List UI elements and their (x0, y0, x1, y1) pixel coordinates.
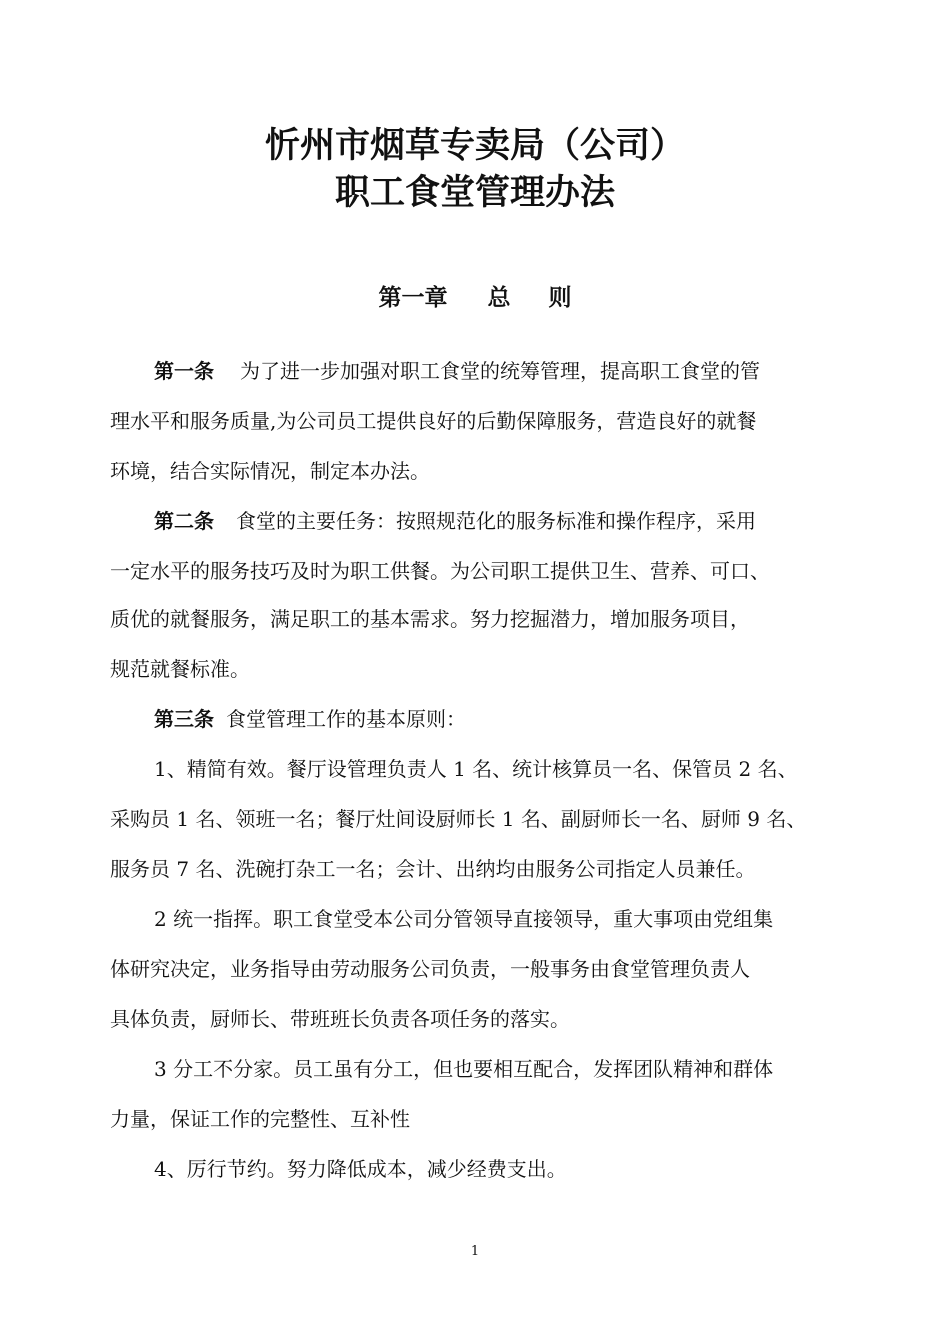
principle-2-text-line-2: 体研究决定，业务指导由劳动服务公司负责，一般事务由食堂管理负责人 (110, 957, 750, 981)
article-1-first-line (154, 356, 760, 386)
article-2-text-line-1: 食堂的主要任务：按照规范化的服务标准和操作程序，采用 (236, 509, 756, 533)
article-3-text-line-1: 食堂管理工作的基本原则： (226, 707, 466, 731)
article-1-text-line-1: 为了进一步加强对职工食堂的统筹管理，提高职工食堂的管 (240, 359, 760, 383)
article-3-first-line (154, 704, 466, 734)
principle-2-text-line-1: 2 统一指挥。职工食堂受本公司分管领导直接领导，重大事项由党组集 (154, 907, 774, 931)
article-2-text-line-2: 一定水平的服务技巧及时为职工供餐。为公司职工提供卫生、营养、可口、 (110, 559, 770, 583)
principle-1-text-line-3: 服务员 7 名、洗碗打杂工一名；会计、出纳均由服务公司指定人员兼任。 (110, 857, 756, 881)
principle-4-text-line-1: 4、厉行节约。努力降低成本，减少经费支出。 (154, 1157, 567, 1181)
page-number: 1 (470, 1244, 480, 1259)
article-2-first-line (154, 506, 756, 536)
principle-3-text-line-2: 力量，保证工作的完整性、互补性 (110, 1107, 410, 1131)
principle-1-text-line-2: 采购员 1 名、领班一名；餐厅灶间设厨师长 1 名、副厨师长一名、厨师 9 名、 (110, 807, 807, 831)
article-2-text-line-4: 规范就餐标准。 (110, 657, 250, 681)
article-1-text-line-3: 环境，结合实际情况，制定本办法。 (110, 459, 430, 483)
chapter-title-char-2: 则 (548, 285, 572, 311)
principle-2-text-line-3: 具体负责，厨师长、带班班长负责各项任务的落实。 (110, 1007, 570, 1031)
chapter-label: 第一章 (378, 285, 448, 311)
document-title-line-1: 忻州市烟草专卖局（公司） (264, 126, 685, 166)
principle-3-text-line-1: 3 分工不分家。员工虽有分工，但也要相互配合，发挥团队精神和群体 (154, 1057, 774, 1081)
article-1-label: 第一条 (154, 359, 214, 383)
article-1-text-line-2: 理水平和服务质量,为公司员工提供良好的后勤保障服务，营造良好的就餐 (110, 409, 757, 433)
article-2-label: 第二条 (154, 509, 214, 533)
chapter-title-char-1: 总 (487, 285, 511, 311)
chapter-heading (0, 280, 950, 316)
principle-1-text-line-1: 1、精简有效。餐厅设管理负责人 1 名、统计核算员一名、保管员 2 名、 (154, 757, 798, 781)
document-title-line-2: 职工食堂管理办法 (334, 173, 615, 213)
article-2-text-line-3: 质优的就餐服务，满足职工的基本需求。努力挖掘潜力，增加服务项目， (110, 607, 750, 631)
article-3-label: 第三条 (154, 707, 214, 731)
